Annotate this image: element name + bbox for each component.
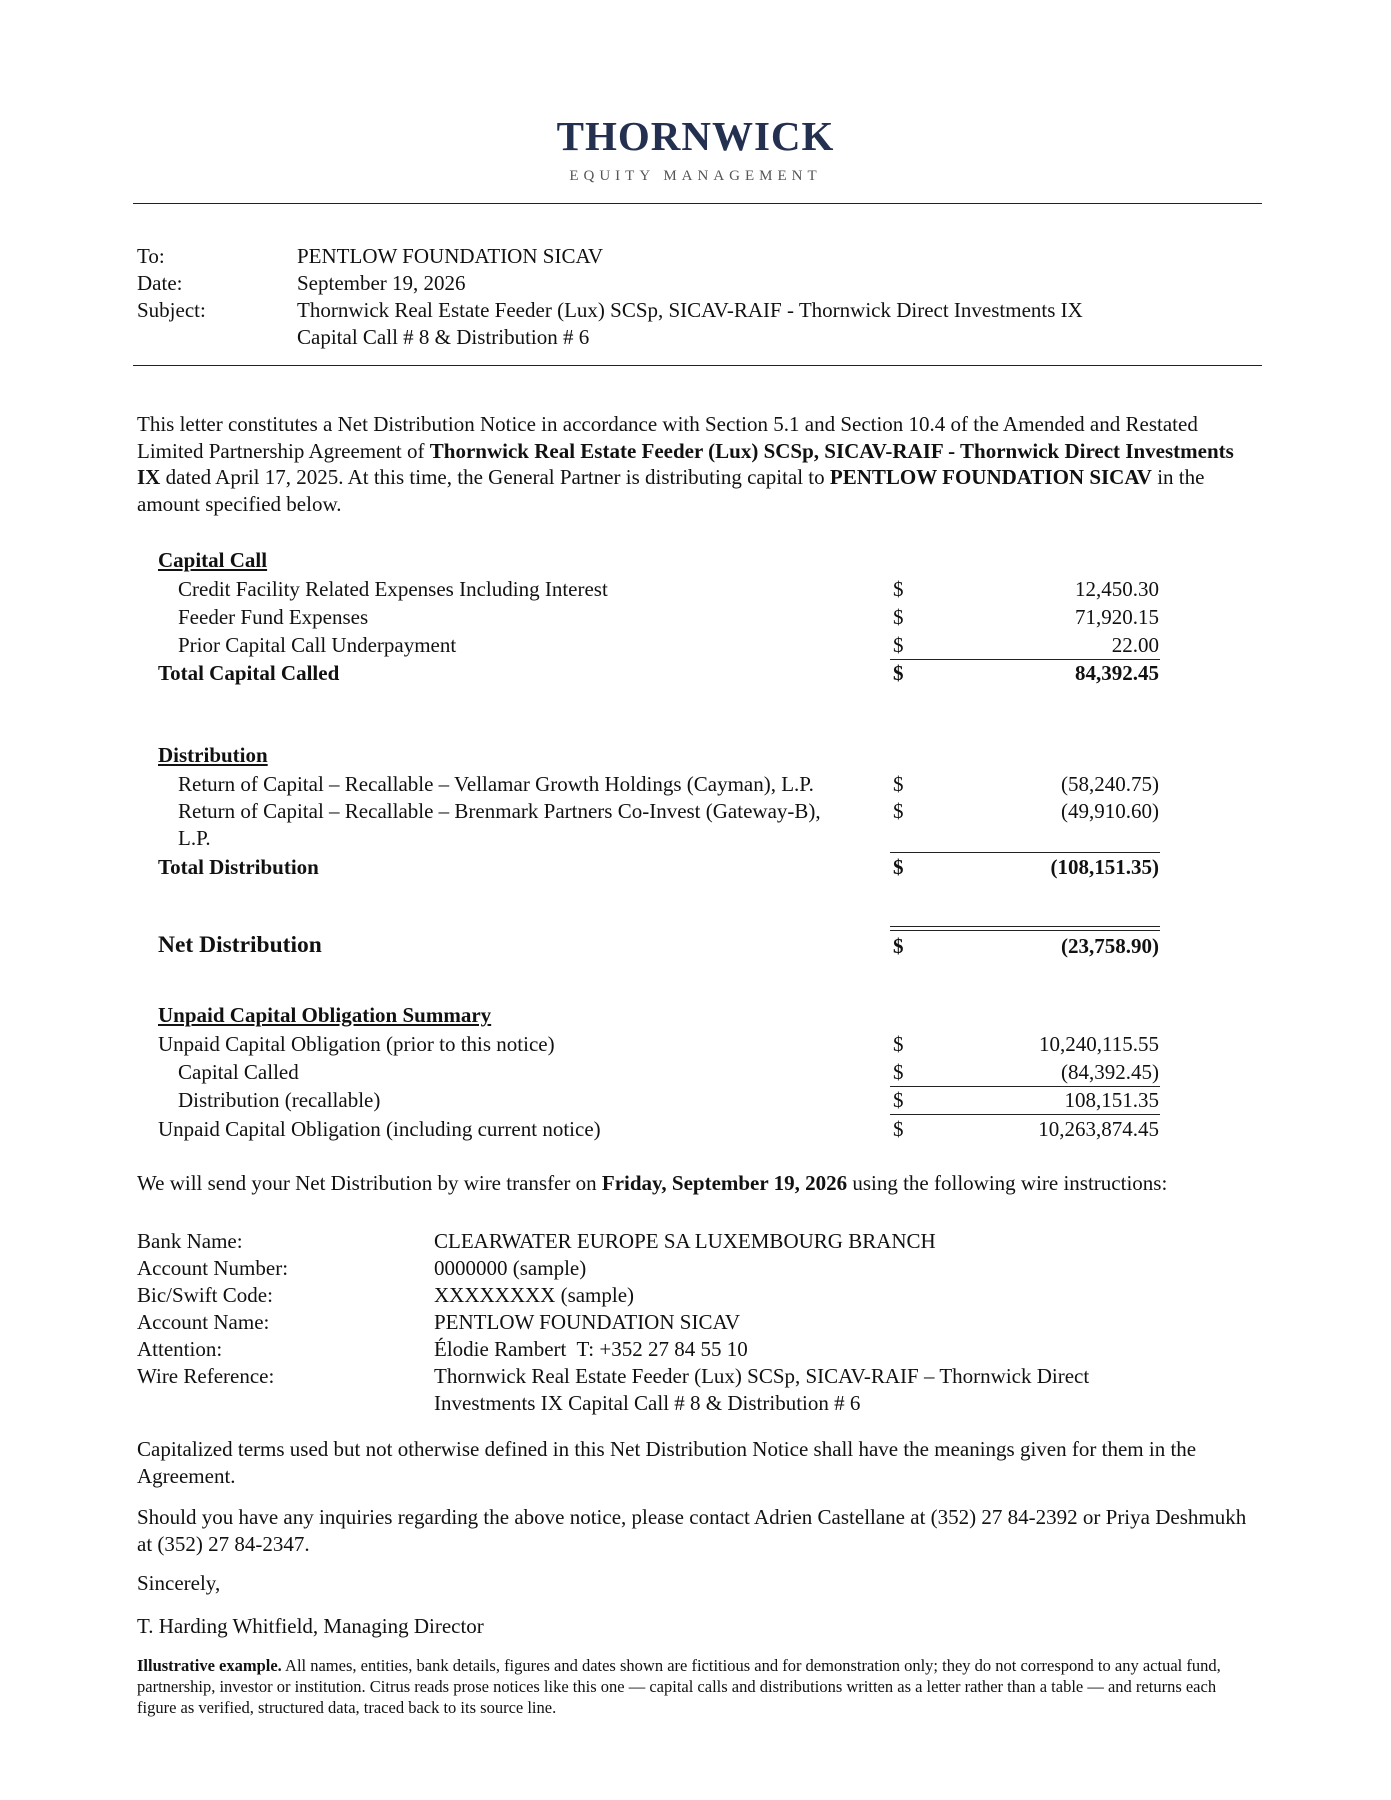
net-double-rule xyxy=(890,926,1160,931)
total-distribution-label: Total Distribution xyxy=(158,855,319,879)
swift-code-label: Bic/Swift Code: xyxy=(137,1283,273,1307)
capital-call-item-amount: 22.00 xyxy=(1111,633,1159,657)
total-capital-called-label: Total Capital Called xyxy=(158,661,340,685)
currency-symbol: $ xyxy=(893,1117,904,1141)
header-divider-top xyxy=(133,203,1262,204)
total-capital-called-amount: 84,392.45 xyxy=(1075,661,1159,685)
account-number-label: Account Number: xyxy=(137,1256,289,1280)
subtotal-rule xyxy=(890,659,1160,660)
intro-paragraph: This letter constitutes a Net Distribution Notice in accordance with Section 5.1 and Section 10.4 of the Amended and Restated Limited Partnership Agreement of Thornwick Real Estate Feeder (Lux) SCSp, SICAV-RAIF - Thornwick Direct Investments IX dated April 17, 2025. At this time, the General Partner is distributing capital to PENTLOW FOUNDATION SICAV in the amount specified below. xyxy=(137,412,1234,516)
currency-symbol: $ xyxy=(893,772,904,796)
bank-name-label: Bank Name: xyxy=(137,1229,243,1253)
capital-call-title: Capital Call xyxy=(158,548,268,572)
contact-paragraph: Should you have any inquiries regarding the above notice, please contact Adrien Castellane at (352) 27 84-2392 or Priya Deshmukh at (352) 27 84-2347. xyxy=(137,1505,1247,1556)
currency-symbol: $ xyxy=(893,855,904,879)
capital-call-item-label: Feeder Fund Expenses xyxy=(178,605,369,629)
unpaid-item-label: Distribution (recallable) xyxy=(178,1088,381,1112)
distribution-item-amount: (58,240.75) xyxy=(1061,772,1159,796)
distribution-title: Distribution xyxy=(158,743,268,767)
capital-call-item-label: Credit Facility Related Expenses Including Interest xyxy=(178,577,608,601)
illustrative-footnote: Illustrative example. All names, entities, bank details, figures and dates shown are fictitious and for demonstration only; they do not correspond to any actual fund, partnership, investor or institution. Citrus reads prose notices like this one — capital calls and distributions written as a letter rather than a table — and returns each figure as verified, structured data, traced back to its source line. xyxy=(137,1656,1221,1717)
attention-label: Attention: xyxy=(137,1337,223,1361)
subtotal-rule xyxy=(890,1114,1160,1115)
currency-symbol: $ xyxy=(893,605,904,629)
bank-name-value: CLEARWATER EUROPE SA LUXEMBOURG BRANCH xyxy=(434,1229,936,1253)
terms-paragraph: Capitalized terms used but not otherwise defined in this Net Distribution Notice shall have the meanings given for them in the Agreement. xyxy=(137,1437,1197,1488)
capital-call-item-label: Prior Capital Call Underpayment xyxy=(178,633,457,657)
currency-symbol: $ xyxy=(893,1088,904,1112)
letterhead-name: THORNWICK xyxy=(556,113,835,159)
wire-reference-line-1: Thornwick Real Estate Feeder (Lux) SCSp, SICAV-RAIF – Thornwick Direct xyxy=(434,1364,1090,1388)
unpaid-summary-title: Unpaid Capital Obligation Summary xyxy=(158,1003,492,1027)
wire-reference-label: Wire Reference: xyxy=(137,1364,275,1388)
subject-line-2: Capital Call # 8 & Distribution # 6 xyxy=(297,325,590,349)
distribution-item-label-continued: L.P. xyxy=(178,826,211,850)
account-number-value: 0000000 (sample) xyxy=(434,1256,587,1280)
attention-value: Élodie Rambert T: +352 27 84 55 10 xyxy=(434,1337,748,1361)
subject-label: Subject: xyxy=(137,298,206,322)
total-distribution-amount: (108,151.35) xyxy=(1050,855,1159,879)
letterhead-tagline: EQUITY MANAGEMENT xyxy=(569,168,822,184)
signatory-line: T. Harding Whitfield, Managing Director xyxy=(137,1614,484,1638)
unpaid-item-amount: (84,392.45) xyxy=(1061,1060,1159,1084)
subtotal-rule xyxy=(890,852,1160,853)
net-distribution-amount: (23,758.90) xyxy=(1061,934,1159,958)
currency-symbol: $ xyxy=(893,1032,904,1056)
currency-symbol: $ xyxy=(893,577,904,601)
to-label: To: xyxy=(137,244,165,268)
to-value: PENTLOW FOUNDATION SICAV xyxy=(297,244,604,268)
wire-reference-line-2: Investments IX Capital Call # 8 & Distribution # 6 xyxy=(434,1391,861,1415)
subject-line-1: Thornwick Real Estate Feeder (Lux) SCSp, SICAV-RAIF - Thornwick Direct Investments IX xyxy=(297,298,1083,322)
currency-symbol: $ xyxy=(893,633,904,657)
distribution-item-amount: (49,910.60) xyxy=(1061,799,1159,823)
distribution-item-label: Return of Capital – Recallable – Brenmark Partners Co-Invest (Gateway-B), xyxy=(178,799,821,823)
swift-code-value: XXXXXXXX (sample) xyxy=(434,1283,635,1307)
unpaid-item-amount: 10,263,874.45 xyxy=(1038,1117,1159,1141)
header-divider-bottom xyxy=(133,365,1262,366)
sincerely-line: Sincerely, xyxy=(137,1571,221,1595)
date-value: September 19, 2026 xyxy=(297,271,466,295)
capital-call-item-amount: 12,450.30 xyxy=(1075,577,1159,601)
account-name-value: PENTLOW FOUNDATION SICAV xyxy=(434,1310,741,1334)
wire-intro-paragraph: We will send your Net Distribution by wire transfer on Friday, September 19, 2026 using the following wire instructions: xyxy=(137,1171,1168,1195)
distribution-item-label: Return of Capital – Recallable – Vellamar Growth Holdings (Cayman), L.P. xyxy=(178,772,814,796)
unpaid-item-label: Unpaid Capital Obligation (prior to this notice) xyxy=(158,1032,555,1056)
unpaid-item-amount: 10,240,115.55 xyxy=(1039,1032,1159,1056)
account-name-label: Account Name: xyxy=(137,1310,270,1334)
unpaid-item-amount: 108,151.35 xyxy=(1064,1088,1159,1112)
date-label: Date: xyxy=(137,271,183,295)
currency-symbol: $ xyxy=(893,1060,904,1084)
unpaid-item-label: Unpaid Capital Obligation (including current notice) xyxy=(158,1117,601,1141)
net-distribution-label: Net Distribution xyxy=(158,932,322,958)
currency-symbol: $ xyxy=(893,934,904,958)
capital-call-item-amount: 71,920.15 xyxy=(1075,605,1159,629)
subtotal-rule xyxy=(890,1086,1160,1087)
currency-symbol: $ xyxy=(893,661,904,685)
unpaid-item-label: Capital Called xyxy=(178,1060,299,1084)
currency-symbol: $ xyxy=(893,799,904,823)
